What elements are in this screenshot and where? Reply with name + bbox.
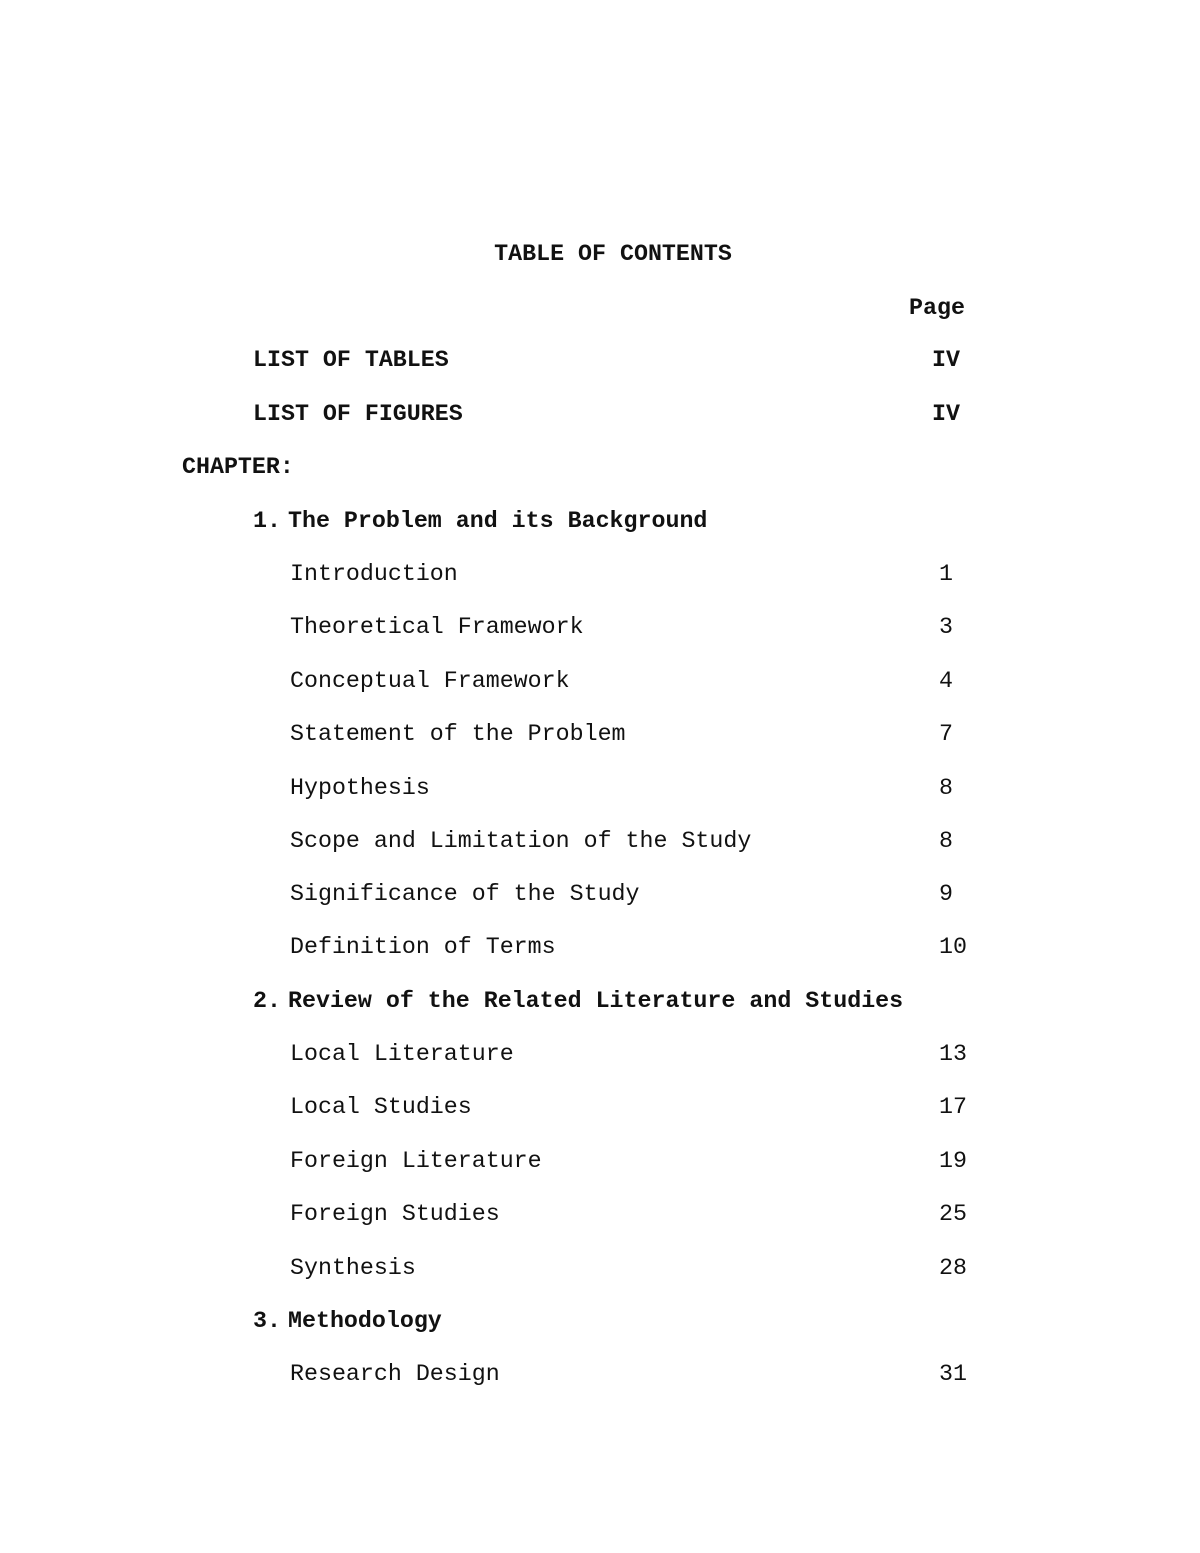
chapter-number: 3. — [253, 1308, 281, 1334]
toc-section: Definition of Terms — [290, 934, 556, 960]
chapter-title: Methodology — [288, 1308, 442, 1334]
chapter-title: The Problem and its Background — [288, 508, 708, 534]
toc-section: Synthesis — [290, 1255, 416, 1281]
toc-entry-list-of-tables: LIST OF TABLES — [253, 347, 449, 373]
toc-section: Conceptual Framework — [290, 668, 570, 694]
toc-page-number: 31 — [939, 1361, 967, 1387]
toc-page-number: 13 — [939, 1041, 967, 1067]
toc-entry-list-of-figures: LIST OF FIGURES — [253, 401, 463, 427]
toc-section: Scope and Limitation of the Study — [290, 828, 752, 854]
toc-page-number: 9 — [939, 881, 953, 907]
toc-section: Research Design — [290, 1361, 500, 1387]
toc-section: Introduction — [290, 561, 458, 587]
toc-page-number: 28 — [939, 1255, 967, 1281]
toc-section: Local Literature — [290, 1041, 514, 1067]
toc-section: Statement of the Problem — [290, 721, 626, 747]
chapter-number: 2. — [253, 988, 281, 1014]
toc-page-number: 8 — [939, 775, 953, 801]
toc-page-number: 1 — [939, 561, 953, 587]
chapter-label: CHAPTER: — [182, 454, 294, 480]
chapter-title: Review of the Related Literature and Studies — [288, 988, 904, 1014]
toc-page-number: 25 — [939, 1201, 967, 1227]
toc-page-number: 4 — [939, 668, 953, 694]
toc-title: TABLE OF CONTENTS — [494, 241, 732, 267]
toc-page-number: 7 — [939, 721, 953, 747]
page-column-header: Page — [909, 295, 965, 321]
toc-section: Hypothesis — [290, 775, 430, 801]
toc-page-number: 10 — [939, 934, 967, 960]
toc-page-number: 19 — [939, 1148, 967, 1174]
chapter-number: 1. — [253, 508, 281, 534]
toc-section: Significance of the Study — [290, 881, 640, 907]
toc-section: Local Studies — [290, 1094, 472, 1120]
toc-section: Foreign Studies — [290, 1201, 500, 1227]
toc-page-list-of-tables: IV — [932, 347, 960, 373]
toc-page-number: 17 — [939, 1094, 967, 1120]
toc-page-number: 8 — [939, 828, 953, 854]
toc-page-list-of-figures: IV — [932, 401, 960, 427]
toc-section: Foreign Literature — [290, 1148, 542, 1174]
toc-section: Theoretical Framework — [290, 614, 584, 640]
toc-page-number: 3 — [939, 614, 953, 640]
